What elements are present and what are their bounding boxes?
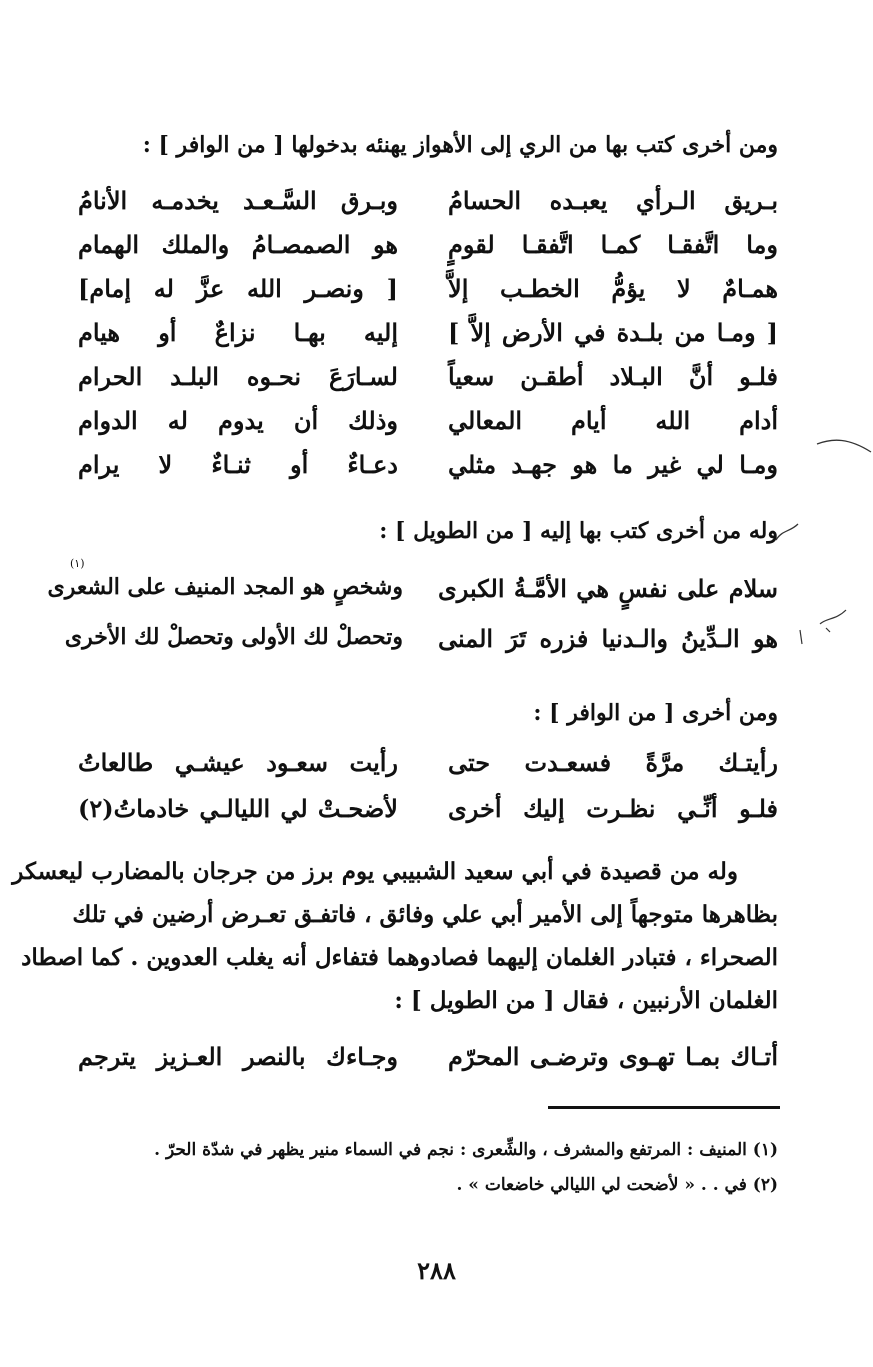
section-heading: ومن أخرى كتب بها من الري إلى الأهواز يهنئه بدخولها [ من الوافر ] :: [142, 132, 778, 158]
prose-line: الصحراء ، فتبادر الغلمان إليهما فصادوهما فتفاءل أنه يغلب العدوين . كما اصطاد: [21, 944, 778, 971]
first-hemistich: أدام الله أيام المعالي: [448, 406, 778, 435]
margin-pen-mark: [772, 520, 802, 550]
first-hemistich: فلـو أنَّ البـلاد أطقـن سعياً: [448, 362, 778, 391]
verse-line: [78, 794, 778, 838]
first-hemistich: سلام على نفسٍ هي الأمَّـةُ الكبرى: [438, 574, 778, 603]
footnote-ref-1: (١): [70, 557, 85, 570]
prose-line: بظاهرها متوجهاً إلى الأمير أبي علي وفائق ، فاتفـق تعـرض أرضين في تلك: [72, 901, 778, 928]
second-hemistich: وشخصٍ هو المجد المنيف على الشعرى: [47, 574, 403, 600]
second-hemistich: لأضحـتْ لي الليالـي خادماتُ(٢): [78, 794, 398, 823]
first-hemistich: همـامٌ لا يؤمُّ الخطـب إلاَّ: [448, 274, 778, 303]
second-hemistich: وجـاءك بالنصر العـزيز يترجم: [78, 1042, 398, 1071]
first-hemistich: أتـاك بمـا تهـوى وترضـى المحرّم: [448, 1042, 778, 1071]
margin-pen-mark: [815, 430, 873, 460]
verse-line: [78, 318, 778, 362]
second-hemistich: هو الصمصـامُ والملك الهمام: [78, 230, 398, 259]
second-hemistich: وذلك أن يدوم له الدوام: [78, 406, 398, 435]
first-hemistich: هو الـدِّينُ والـدنيا فزره تَرَ المنى: [438, 624, 778, 653]
second-hemistich: [ ونصـر الله عزَّ له إمام]: [78, 274, 398, 303]
footnote-1: (١) المنيف : المرتفع والمشرف ، والشِّعرى : نجم في السماء منير يظهر في شدّة الحرّ .: [154, 1140, 778, 1160]
verse-line: [64, 624, 778, 668]
first-hemistich: وما اتَّفقـا كمـا اتَّفقـا لقومٍ: [448, 230, 778, 259]
first-hemistich: [ ومـا من بلـدة في الأرض إلاَّ ]: [448, 318, 778, 347]
first-hemistich: ومـا لي غير ما هو جهـد مثلي: [448, 450, 778, 479]
verse-line: [78, 748, 778, 792]
section-heading: ومن أخرى [ من الوافر ] :: [533, 700, 778, 726]
second-hemistich: إليه بهـا نزاعٌ أو هيام: [78, 318, 398, 347]
verse-line: [78, 362, 778, 406]
second-hemistich: وتحصلْ لك الأولى وتحصلْ لك الأخرى: [64, 624, 403, 650]
prose-line: الغلمان الأرنبين ، فقال [ من الطويل ] :: [394, 987, 778, 1014]
first-hemistich: بـريق الـرأي يعبـده الحسامُ: [448, 186, 778, 215]
first-hemistich: رأيتـك مرَّةً فسعـدت حتى: [448, 748, 778, 777]
first-hemistich: فلـو أنِّـي نظـرت إليك أخرى: [448, 794, 778, 823]
verse-line: [78, 186, 778, 230]
verse-line: [78, 406, 778, 450]
second-hemistich: وبـرق السَّـعـد يخدمـه الأنامُ: [78, 186, 398, 215]
prose-paragraph: [12, 850, 778, 1022]
verse-line: [78, 1042, 778, 1086]
second-hemistich: رأيت سعـود عيشـي طالعاتُ: [78, 748, 398, 777]
footnote-2: (٢) في . . « لأضحت لي الليالي خاضعات » .: [456, 1175, 778, 1195]
verse-line: [47, 574, 778, 618]
page-number: ٢٨٨: [417, 1256, 456, 1285]
verse-line: [78, 230, 778, 274]
second-hemistich: لسـارَعَ نحـوه البلـد الحرام: [78, 362, 398, 391]
verse-line: [78, 450, 778, 494]
verse-line: [78, 274, 778, 318]
section-heading: وله من أخرى كتب بها إليه [ من الطويل ] :: [379, 518, 778, 544]
second-hemistich: دعـاءٌ أو ثنـاءٌ لا يرام: [78, 450, 398, 479]
footnote-separator: [548, 1106, 780, 1109]
margin-pen-mark: [790, 600, 850, 650]
prose-line: وله من قصيدة في أبي سعيد الشبيبي يوم برز من جرجان بالمضارب ليعسكر: [12, 858, 738, 885]
